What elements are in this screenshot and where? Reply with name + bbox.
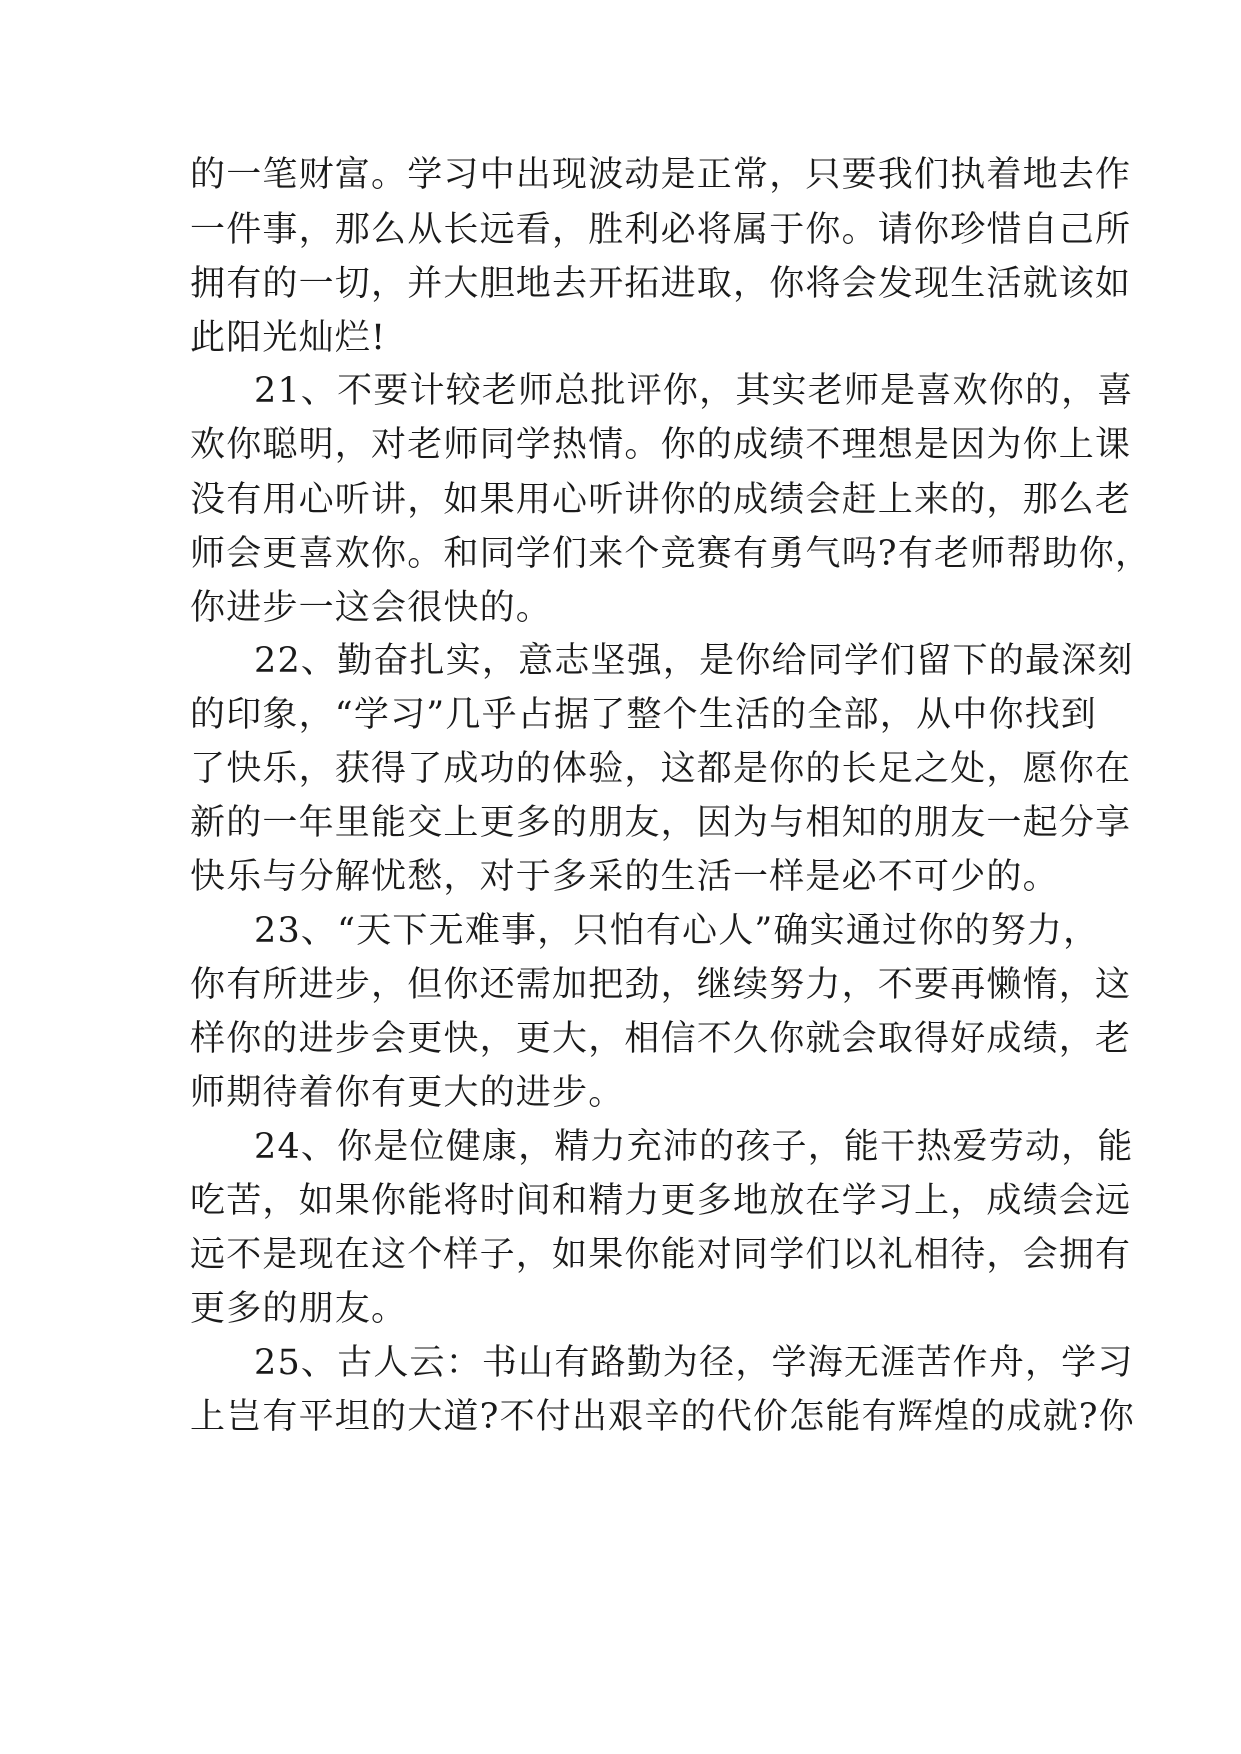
paragraph-21-first-line: 21、不要计较老师总批评你，其实老师是喜欢你的，喜 <box>254 371 1134 411</box>
paragraph-24-first-line: 24、你是位健康，精力充沛的孩子，能干热爱劳动，能 <box>254 1127 1134 1167</box>
text-line: 没有用心听讲，如果用心听讲你的成绩会赶上来的，那么老 <box>190 480 1132 520</box>
text-line: 快乐与分解忧愁，对于多采的生活一样是必不可少的。 <box>190 857 1059 897</box>
text-line: 样你的进步会更快，更大，相信不久你就会取得好成绩，老 <box>190 1019 1132 1059</box>
paragraph-23-first-line: 23、“天下无难事，只怕有心人”确实通过你的努力， <box>254 911 1100 951</box>
paragraph-22-first-line: 22、勤奋扎实，意志坚强，是你给同学们留下的最深刻 <box>254 641 1134 681</box>
text-line: 的一笔财富。学习中出现波动是正常，只要我们执着地去作 <box>190 155 1132 195</box>
paragraph-25-first-line: 25、古人云：书山有路勤为径，学海无涯苦作舟，学习 <box>254 1343 1134 1383</box>
text-line: 你有所进步，但你还需加把劲，继续努力，不要再懒惰，这 <box>190 965 1132 1005</box>
text-line: 远不是现在这个样子，如果你能对同学们以礼相待，会拥有 <box>190 1235 1132 1275</box>
text-line: 吃苦，如果你能将时间和精力更多地放在学习上，成绩会远 <box>190 1181 1132 1221</box>
text-line: 了快乐，获得了成功的体验，这都是你的长足之处，愿你在 <box>190 749 1132 789</box>
text-line: 欢你聪明，对老师同学热情。你的成绩不理想是因为你上课 <box>190 425 1132 465</box>
text-line: 一件事，那么从长远看，胜利必将属于你。请你珍惜自己所 <box>190 210 1132 250</box>
text-line: 此阳光灿烂! <box>190 318 387 358</box>
text-line: 上岂有平坦的大道?不付出艰辛的代价怎能有辉煌的成就?你 <box>190 1397 1135 1437</box>
text-line: 的印象，“学习”几乎占据了整个生活的全部，从中你找到 <box>190 695 1097 735</box>
text-line: 更多的朋友。 <box>190 1289 408 1329</box>
text-line: 拥有的一切，并大胆地去开拓进取，你将会发现生活就该如 <box>190 264 1132 304</box>
text-line: 师会更喜欢你。和同学们来个竞赛有勇气吗?有老师帮助你， <box>190 534 1152 574</box>
text-line: 新的一年里能交上更多的朋友，因为与相知的朋友一起分享 <box>190 803 1132 843</box>
text-line: 师期待着你有更大的进步。 <box>190 1073 625 1113</box>
text-line: 你进步一这会很快的。 <box>190 588 553 628</box>
